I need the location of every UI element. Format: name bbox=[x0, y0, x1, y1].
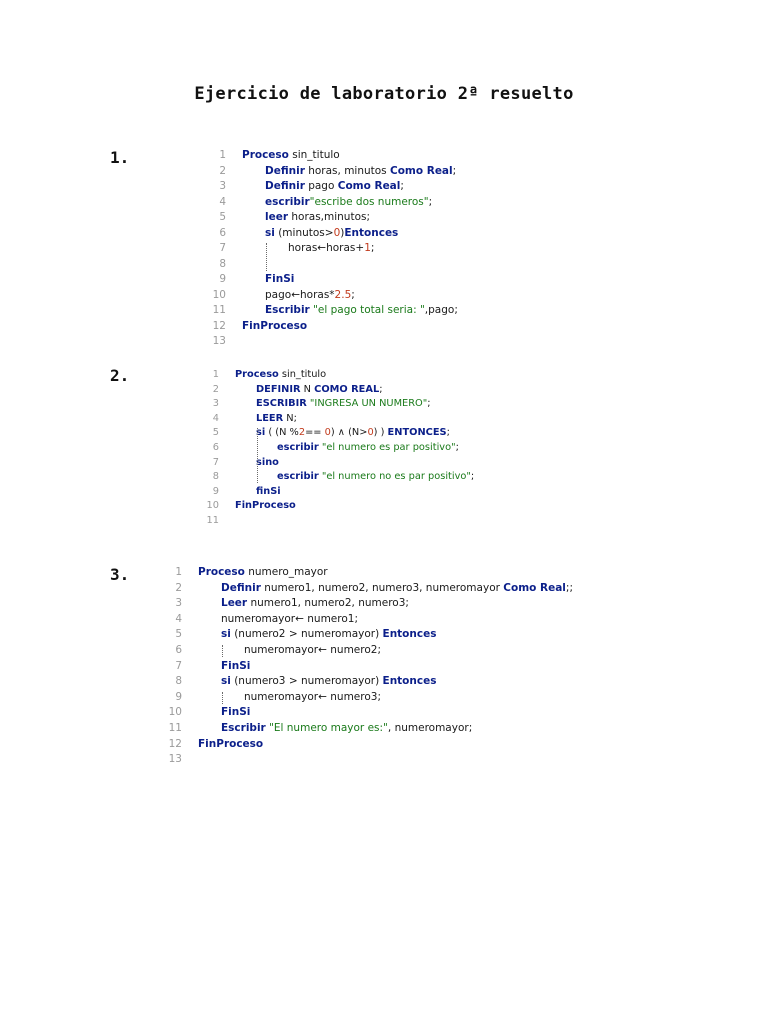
code-token: pago bbox=[304, 180, 338, 192]
line-number: 5 bbox=[212, 427, 219, 439]
code-text bbox=[221, 705, 250, 721]
exercise-number-3: 3. bbox=[110, 565, 130, 584]
code-token: horas,minutos; bbox=[288, 211, 371, 223]
keyword-token: FinProceso bbox=[235, 500, 296, 512]
code-text bbox=[265, 288, 355, 304]
exercise-number-2: 2. bbox=[110, 366, 130, 385]
code-token: (minutos> bbox=[274, 226, 334, 239]
code-text bbox=[235, 499, 296, 514]
code-text bbox=[244, 690, 381, 706]
keyword-token: FinProceso bbox=[198, 737, 264, 750]
code-text bbox=[221, 721, 472, 737]
code-token: ;; bbox=[565, 581, 573, 594]
number-token: 2 bbox=[298, 427, 306, 439]
keyword-token: Entonces bbox=[382, 675, 437, 688]
string-token: "El numero mayor es:" bbox=[269, 721, 388, 734]
line-number: 10 bbox=[168, 706, 182, 719]
indent-guide bbox=[222, 645, 223, 657]
keyword-token: finSi bbox=[256, 485, 281, 497]
keyword-token: Como Real bbox=[390, 164, 453, 177]
code-token: ; bbox=[452, 164, 457, 177]
line-number: 11 bbox=[168, 721, 182, 734]
line-number: 3 bbox=[212, 398, 219, 410]
keyword-token: Proceso bbox=[235, 369, 279, 380]
number-token: 2.5 bbox=[334, 288, 352, 301]
code-token: ( (N % bbox=[265, 427, 299, 439]
code-text bbox=[256, 397, 431, 412]
keyword-token: Escribir bbox=[221, 721, 266, 734]
line-number: 1 bbox=[219, 149, 226, 161]
line-number: 13 bbox=[212, 335, 226, 347]
exercise-number-1: 1. bbox=[110, 148, 130, 167]
keyword-token: sino bbox=[256, 456, 279, 468]
keyword-token: escribir bbox=[265, 195, 310, 208]
code-token: ) ) bbox=[373, 427, 388, 439]
code-text bbox=[256, 383, 383, 398]
string-token: "el numero no es par positivo" bbox=[321, 471, 471, 483]
code-token: numero1, numero2, numero3; bbox=[247, 597, 409, 610]
number-token: 0 bbox=[324, 427, 331, 439]
code-text bbox=[277, 470, 474, 485]
keyword-token: Definir bbox=[221, 581, 261, 594]
line-number: 3 bbox=[219, 180, 226, 192]
code-token: ,pago; bbox=[424, 304, 458, 316]
code-text bbox=[198, 737, 263, 753]
string-token: "el numero es par positivo" bbox=[321, 441, 456, 453]
keyword-token: Proceso bbox=[242, 149, 289, 161]
line-number: 4 bbox=[175, 612, 182, 625]
code-token: horas, minutos bbox=[304, 164, 390, 177]
string-token: "escribe dos numeros" bbox=[309, 195, 429, 208]
code-token: ; bbox=[370, 242, 375, 254]
code-text bbox=[235, 368, 326, 383]
code-token: horas←horas+ bbox=[288, 242, 365, 254]
code-token: ; bbox=[400, 180, 404, 192]
code-text bbox=[221, 659, 250, 675]
code-token: ) bbox=[340, 226, 345, 239]
code-token: numeromayor← numero2; bbox=[244, 643, 381, 656]
line-number: 9 bbox=[175, 690, 182, 703]
code-token: numeromayor← numero3; bbox=[244, 690, 381, 703]
line-number: 8 bbox=[212, 471, 219, 483]
line-number: 5 bbox=[219, 211, 226, 223]
keyword-token: COMO REAL bbox=[314, 383, 380, 395]
code-text bbox=[265, 195, 432, 211]
keyword-token: ESCRIBIR bbox=[256, 398, 307, 410]
number-token: 0 bbox=[367, 427, 374, 439]
code-text bbox=[221, 674, 436, 690]
line-number: 2 bbox=[175, 581, 182, 594]
code-text bbox=[242, 319, 307, 335]
code-token: (numero2 > numeromayor) bbox=[230, 628, 383, 641]
line-number: 6 bbox=[212, 441, 219, 453]
line-number: 2 bbox=[219, 164, 226, 177]
line-number: 11 bbox=[212, 304, 226, 316]
code-token: numero1, numero2, numero3, numeromayor bbox=[260, 581, 504, 594]
code-text bbox=[265, 226, 398, 242]
line-number: 8 bbox=[175, 675, 182, 688]
code-text bbox=[256, 485, 281, 500]
keyword-token: ENTONCES bbox=[387, 427, 447, 439]
code-text bbox=[288, 241, 374, 257]
page-title: Ejercicio de laboratorio 2ª resuelto bbox=[194, 84, 574, 104]
code-token: N; bbox=[283, 412, 297, 424]
line-number: 10 bbox=[206, 500, 219, 512]
code-token: ; bbox=[455, 441, 459, 453]
code-text bbox=[221, 627, 436, 643]
code-token: numero_mayor bbox=[244, 566, 328, 578]
number-token: 1 bbox=[364, 242, 371, 254]
code-text bbox=[221, 596, 409, 612]
code-text bbox=[265, 303, 458, 319]
keyword-token: Definir bbox=[265, 164, 305, 177]
line-number: 4 bbox=[219, 195, 226, 208]
code-text bbox=[221, 612, 358, 628]
line-number: 2 bbox=[212, 383, 219, 395]
code-text bbox=[265, 210, 370, 226]
keyword-token: LEER bbox=[256, 412, 284, 424]
keyword-token: Como Real bbox=[503, 581, 566, 594]
code-token: numeromayor← numero1; bbox=[221, 612, 358, 625]
code-token: ; bbox=[446, 427, 450, 439]
line-number: 10 bbox=[212, 288, 226, 301]
code-token: ; bbox=[470, 471, 475, 483]
keyword-token: si bbox=[256, 427, 266, 439]
line-number: 1 bbox=[175, 566, 182, 578]
keyword-token: leer bbox=[265, 211, 289, 223]
indent-guide bbox=[266, 243, 267, 271]
line-number: 1 bbox=[212, 369, 219, 380]
line-number: 12 bbox=[212, 319, 226, 332]
code-token: sin_titulo bbox=[288, 149, 340, 161]
code-token: ; bbox=[351, 288, 355, 301]
code-token: , numeromayor; bbox=[387, 721, 473, 734]
keyword-token: si bbox=[221, 628, 231, 641]
keyword-token: Escribir bbox=[265, 304, 310, 316]
code-text bbox=[256, 456, 279, 471]
keyword-token: escribir bbox=[277, 471, 319, 483]
line-number: 9 bbox=[212, 485, 219, 497]
string-token: "INGRESA UN NUMERO" bbox=[309, 398, 428, 410]
code-text bbox=[265, 272, 294, 288]
keyword-token: Definir bbox=[265, 180, 305, 192]
keyword-token: si bbox=[265, 226, 275, 239]
keyword-token: si bbox=[221, 675, 231, 688]
line-number: 6 bbox=[219, 226, 226, 239]
code-text bbox=[221, 581, 573, 597]
code-token: pago←horas* bbox=[265, 288, 335, 301]
keyword-token: FinSi bbox=[265, 273, 295, 285]
line-number: 4 bbox=[212, 412, 219, 424]
code-token: ) ∧ (N> bbox=[330, 427, 368, 439]
code-text bbox=[265, 179, 404, 195]
code-text bbox=[198, 565, 328, 581]
line-number: 3 bbox=[175, 597, 182, 610]
keyword-token: Proceso bbox=[198, 566, 245, 578]
keyword-token: Entonces bbox=[382, 628, 437, 641]
indent-guide bbox=[257, 428, 258, 483]
code-token: (numero3 > numeromayor) bbox=[230, 675, 383, 688]
keyword-token: Como Real bbox=[337, 180, 401, 192]
code-text bbox=[242, 148, 340, 164]
keyword-token: FinProceso bbox=[242, 319, 308, 332]
code-token: ; bbox=[428, 195, 433, 208]
number-token: 0 bbox=[333, 226, 341, 239]
line-number: 11 bbox=[206, 514, 219, 526]
code-text bbox=[277, 441, 459, 456]
line-number: 12 bbox=[168, 737, 182, 750]
line-number: 9 bbox=[219, 273, 226, 285]
code-token: == bbox=[305, 427, 325, 439]
code-token: N bbox=[300, 383, 315, 395]
line-number: 7 bbox=[175, 659, 182, 672]
indent-guide bbox=[222, 692, 223, 704]
line-number: 6 bbox=[175, 643, 182, 656]
keyword-token: Entonces bbox=[344, 226, 399, 239]
code-text bbox=[244, 643, 381, 659]
line-number: 7 bbox=[219, 242, 226, 254]
line-number: 7 bbox=[212, 456, 219, 468]
code-token: sin_titulo bbox=[278, 369, 327, 380]
string-token: "el pago total seria: " bbox=[313, 304, 425, 316]
keyword-token: FinSi bbox=[221, 659, 251, 672]
line-number: 5 bbox=[175, 628, 182, 641]
code-text bbox=[265, 164, 456, 180]
keyword-token: escribir bbox=[277, 441, 319, 453]
keyword-token: DEFINIR bbox=[256, 383, 301, 395]
line-number: 13 bbox=[168, 753, 182, 766]
line-number: 8 bbox=[219, 257, 226, 270]
code-token: ; bbox=[379, 383, 383, 395]
code-text bbox=[256, 426, 450, 441]
keyword-token: Leer bbox=[221, 597, 248, 610]
keyword-token: FinSi bbox=[221, 706, 251, 719]
code-token: ; bbox=[427, 398, 431, 410]
code-text bbox=[256, 412, 297, 427]
